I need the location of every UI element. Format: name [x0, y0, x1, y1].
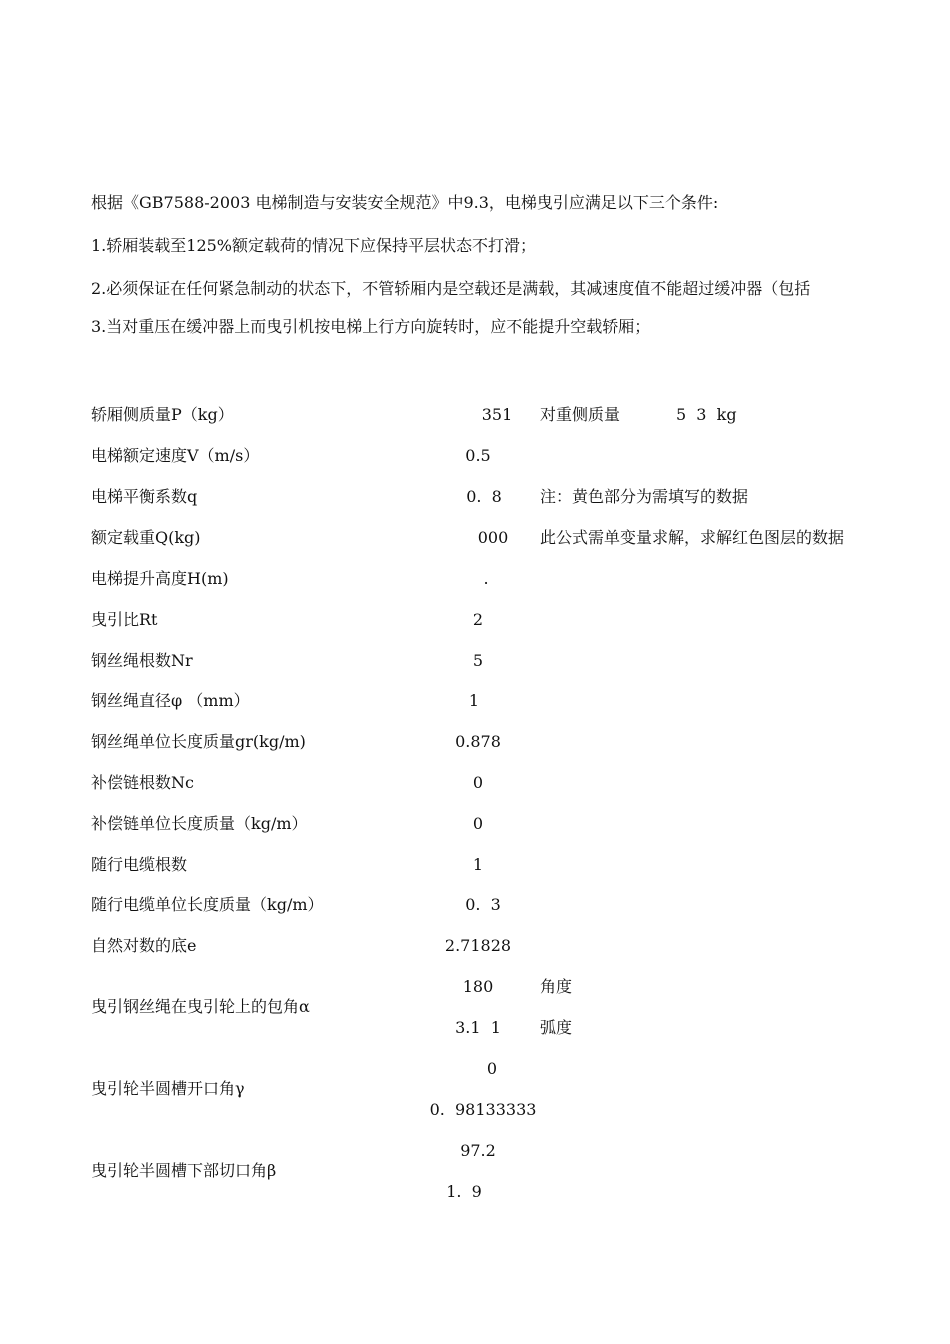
intro-line-3: 3.当对重压在缓冲器上而曳引机按电梯上行方向旋转时，应不能提升空载轿厢；	[91, 317, 651, 336]
red-note: 此公式需单变量求解，求解红色图层的数据	[540, 528, 845, 547]
chain-mass-value: 0	[472, 814, 484, 833]
cable-mass-label: 随行电缆单位长度质量（kg/m）	[91, 895, 324, 914]
wrap-angle-radians: 3.1 1	[455, 1018, 501, 1037]
balance-label: 电梯平衡系数q	[91, 487, 198, 506]
intro-line-1: 1.轿厢装载至125%额定载荷的情况下应保持平层状态不打滑；	[91, 236, 537, 255]
chain-count-label: 补偿链根数Nc	[91, 773, 194, 792]
rope-count-label: 钢丝绳根数Nr	[91, 651, 193, 670]
intro-line-0: 根据《GB7588-2003 电梯制造与安装安全规范》中9.3，电梯曳引应满足以下三个条件:	[91, 193, 719, 212]
speed-label: 电梯额定速度V（m/s）	[91, 446, 260, 465]
wrap-angle-label: 曳引钢丝绳在曳引轮上的包角α	[91, 997, 310, 1016]
chain-mass-label: 补偿链单位长度质量（kg/m）	[91, 814, 308, 833]
ratio-value: 2	[472, 610, 484, 629]
rope-mass-label: 钢丝绳单位长度质量gr(kg/m)	[91, 732, 306, 751]
groove-undercut-angle-value-b: 1. 9	[446, 1182, 482, 1201]
rope-diameter-value: 1	[468, 691, 480, 710]
wrap-angle-degrees: 180	[462, 977, 494, 996]
car-mass-label: 轿厢侧质量P（kg）	[91, 405, 234, 424]
balance-value: 0. 8	[466, 487, 502, 506]
e-label: 自然对数的底e	[91, 936, 197, 955]
speed-value: 0.5	[465, 446, 491, 465]
height-label: 电梯提升高度H(m)	[91, 569, 229, 588]
wrap-angle-radian-unit: 弧度	[540, 1018, 573, 1037]
rated-load-label: 额定载重Q(kg)	[91, 528, 201, 547]
rope-diameter-label: 钢丝绳直径φ （mm）	[91, 691, 250, 710]
height-value: .	[483, 569, 489, 588]
groove-undercut-angle-value-a: 97.2	[460, 1141, 496, 1160]
groove-opening-angle-value-b: 0. 98133333	[429, 1100, 537, 1119]
chain-count-value: 0	[472, 773, 484, 792]
groove-opening-angle-label: 曳引轮半圆槽开口角γ	[91, 1079, 245, 1098]
rated-load-value: 000	[477, 528, 509, 547]
cable-mass-value: 0. 3	[465, 895, 501, 914]
rope-count-value: 5	[472, 651, 484, 670]
intro-line-2: 2.必须保证在任何紧急制动的状态下，不管轿厢内是空载还是满载，其减速度值不能超过缓冲器（包括	[91, 279, 811, 298]
ratio-label: 曳引比Rt	[91, 610, 158, 629]
yellow-note: 注：黄色部分为需填写的数据	[540, 487, 749, 506]
cable-count-value: 1	[472, 855, 484, 874]
wrap-angle-degree-unit: 角度	[540, 977, 573, 996]
counterweight-note: 对重侧质量 5 3 kg	[540, 405, 737, 424]
e-value: 2.71828	[444, 936, 512, 955]
groove-opening-angle-value-a: 0	[486, 1059, 498, 1078]
rope-mass-value: 0.878	[455, 732, 501, 751]
groove-undercut-angle-label: 曳引轮半圆槽下部切口角β	[91, 1161, 277, 1180]
cable-count-label: 随行电缆根数	[91, 855, 188, 874]
car-mass-value: 351	[481, 405, 513, 424]
